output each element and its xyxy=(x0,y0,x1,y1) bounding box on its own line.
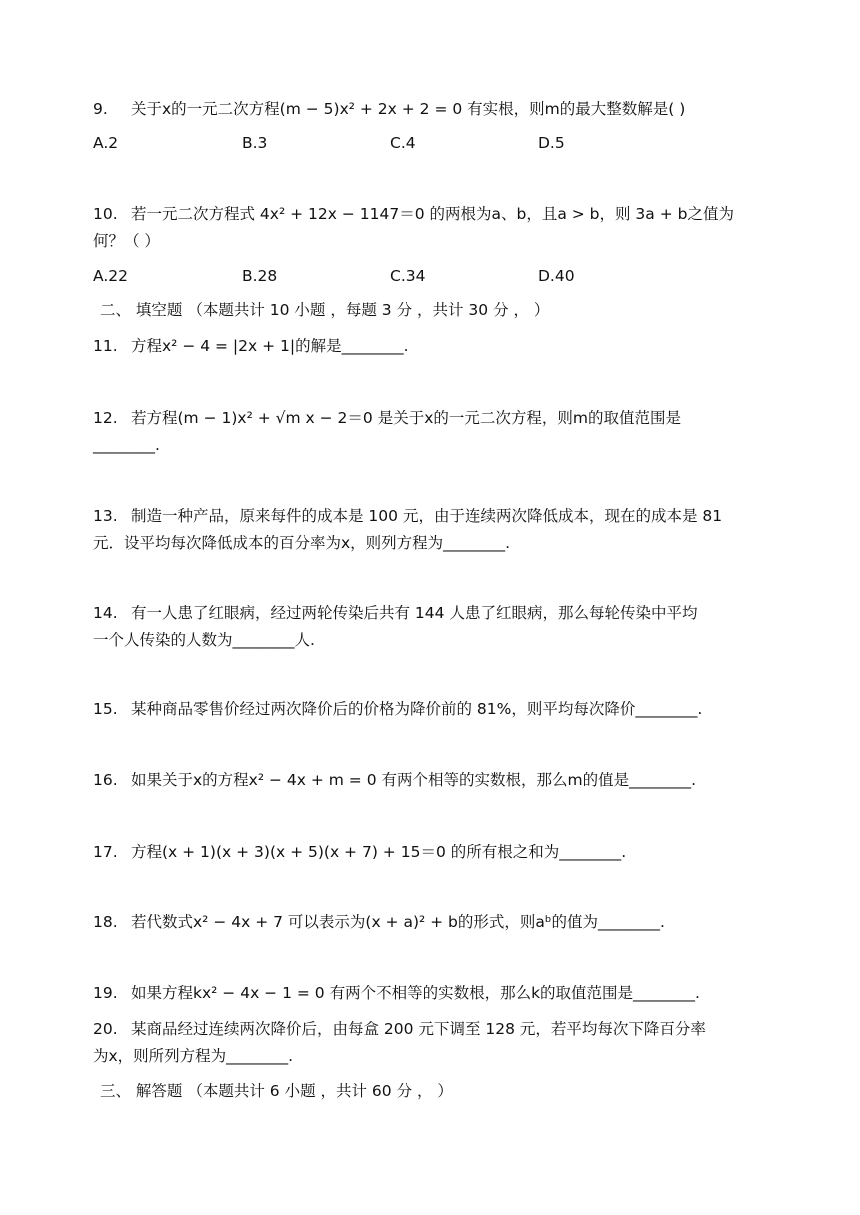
question-13 xyxy=(93,505,722,527)
option-b: B.28 xyxy=(242,267,278,285)
question-number: 11. xyxy=(93,337,118,355)
question-11 xyxy=(93,335,409,357)
question-number: 16. xyxy=(93,771,118,789)
question-text: 何？（ ） xyxy=(93,232,160,250)
question-text: 关于x的一元二次方程(m − 5)x² + 2x + 2 = 0 有实根，则m的最大整数解是( ) xyxy=(131,100,686,118)
question-12-continued xyxy=(93,434,160,456)
question-18 xyxy=(93,911,665,933)
question-17 xyxy=(93,841,626,863)
option-b: B.3 xyxy=(242,134,268,152)
question-10 xyxy=(93,203,734,225)
section-2-heading: 二、 填空题 （本题共计 10 小题 ，每题 3 分 ，共计 30 分 ， ） xyxy=(100,301,550,319)
question-20 xyxy=(93,1018,706,1040)
question-number: 10. xyxy=(93,205,118,223)
option-c: C.34 xyxy=(390,267,426,285)
question-9 xyxy=(93,98,685,120)
question-text: 若方程(m − 1)x² + √m x − 2＝0 是关于x的一元二次方程，则m的取值范围是 xyxy=(131,409,681,427)
question-text: ________. xyxy=(93,436,160,454)
question-14-continued xyxy=(93,629,315,651)
question-number: 19. xyxy=(93,984,118,1002)
question-number: 9. xyxy=(93,100,108,118)
question-10-continued xyxy=(93,230,160,252)
question-16 xyxy=(93,769,696,791)
option-a: A.2 xyxy=(93,134,119,152)
question-text: 某商品经过连续两次降价后，由每盒 200 元下调至 128 元，若平均每次下降百分率 xyxy=(131,1020,706,1038)
question-number: 12. xyxy=(93,409,118,427)
question-number: 13. xyxy=(93,507,118,525)
question-number: 14. xyxy=(93,604,118,622)
question-text: 若代数式x² − 4x + 7 可以表示为(x + a)² + b的形式，则aᵇ的值为________. xyxy=(131,913,665,931)
question-number: 15. xyxy=(93,700,118,718)
question-text: 方程(x + 1)(x + 3)(x + 5)(x + 7) + 15＝0 的所有根之和为________. xyxy=(131,843,627,861)
question-number: 17. xyxy=(93,843,118,861)
question-text: 制造一种产品，原来每件的成本是 100 元，由于连续两次降低成本，现在的成本是 81 xyxy=(131,507,723,525)
question-15 xyxy=(93,698,702,720)
question-text: 如果方程kx² − 4x − 1 = 0 有两个不相等的实数根，那么k的取值范围是________. xyxy=(131,984,700,1002)
question-14 xyxy=(93,602,697,624)
question-text: 元．设平均每次降低成本的百分率为x，则列方程为________. xyxy=(93,534,511,552)
question-19 xyxy=(93,982,700,1004)
section-3-heading: 三、 解答题 （本题共计 6 小题 ，共计 60 分 ， ） xyxy=(100,1082,453,1100)
question-text: 如果关于x的方程x² − 4x + m = 0 有两个相等的实数根，那么m的值是________. xyxy=(131,771,697,789)
option-c: C.4 xyxy=(390,134,416,152)
question-text: 某种商品零售价经过两次降价后的价格为降价前的 81%，则平均每次降价________. xyxy=(131,700,703,718)
question-13-continued xyxy=(93,532,510,554)
option-d: D.5 xyxy=(538,134,565,152)
question-number: 18. xyxy=(93,913,118,931)
question-20-continued xyxy=(93,1045,293,1067)
question-text: 若一元二次方程式 4x² + 12x − 1147＝0 的两根为a、b，且a > b，则 3a + b之值为 xyxy=(131,205,734,223)
question-number: 20. xyxy=(93,1020,118,1038)
question-10-options xyxy=(93,265,773,287)
question-12 xyxy=(93,407,681,429)
option-d: D.40 xyxy=(538,267,575,285)
question-text: 一个人传染的人数为________人. xyxy=(93,631,315,649)
question-text: 方程x² − 4 = |2x + 1|的解是________. xyxy=(131,337,409,355)
option-a: A.22 xyxy=(93,267,128,285)
question-9-options xyxy=(93,132,773,154)
question-text: 有一人患了红眼病，经过两轮传染后共有 144 人患了红眼病，那么每轮传染中平均 xyxy=(131,604,698,622)
question-text: 为x，则所列方程为________. xyxy=(93,1047,294,1065)
